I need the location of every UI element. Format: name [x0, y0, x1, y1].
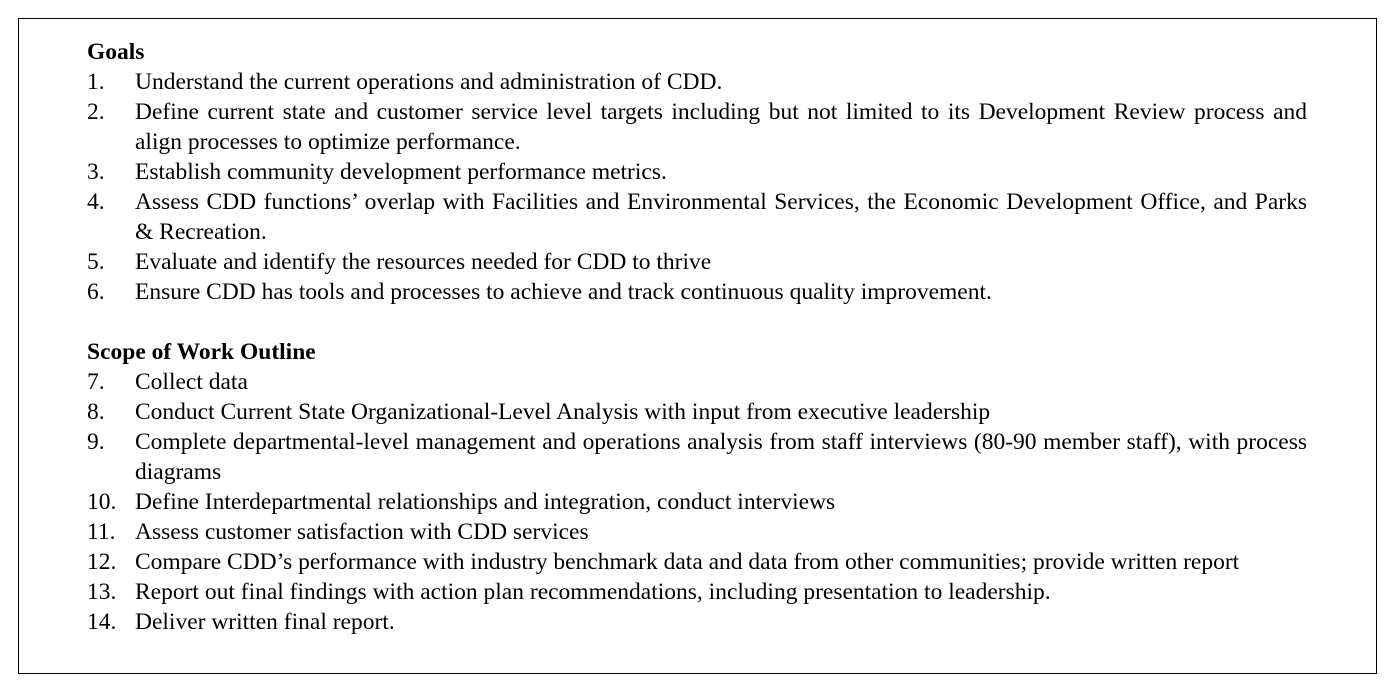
- document-content: [87, 37, 1307, 637]
- list-item-number: 9.: [87, 429, 105, 455]
- list-item: [87, 67, 1307, 97]
- list-item: [87, 517, 1307, 547]
- list-item-text: Establish community development performance metrics.: [135, 159, 667, 185]
- list-item-number: 4.: [87, 189, 105, 215]
- list-item-number: 6.: [87, 279, 105, 305]
- list-item-number: 12.: [87, 549, 117, 575]
- list-item-number: 13.: [87, 579, 117, 605]
- list-item-text: Compare CDD’s performance with industry benchmark data and data from other communities; provide written report: [135, 549, 1240, 575]
- scope-heading: Scope of Work Outline: [87, 339, 316, 365]
- list-item: [87, 547, 1307, 577]
- list-item: [87, 277, 1307, 307]
- list-item: [87, 367, 1307, 397]
- list-item-text: Evaluate and identify the resources needed for CDD to thrive: [135, 249, 712, 275]
- scope-list: [87, 367, 1307, 637]
- list-item-number: 10.: [87, 489, 117, 515]
- list-item-number: 5.: [87, 249, 105, 275]
- list-item-text: Define Interdepartmental relationships and integration, conduct interviews: [135, 489, 836, 515]
- list-item-number: 2.: [87, 99, 105, 125]
- list-item-number: 7.: [87, 369, 105, 395]
- list-item-number: 1.: [87, 69, 105, 95]
- section-spacer: [87, 307, 1307, 337]
- list-item: [87, 607, 1307, 637]
- list-item: [87, 187, 1307, 247]
- goals-list: [87, 67, 1307, 307]
- list-item-number: 3.: [87, 159, 105, 185]
- list-item-text: Collect data: [135, 369, 248, 395]
- list-item-text: Complete departmental-level management and operations analysis from staff interviews (80-90 member staff), with process diagrams: [135, 429, 1307, 485]
- list-item-text: Report out final findings with action plan recommendations, including presentation to leadership.: [135, 579, 1051, 605]
- list-item: [87, 577, 1307, 607]
- list-item: [87, 97, 1307, 157]
- list-item-number: 11.: [87, 519, 116, 545]
- list-item: [87, 157, 1307, 187]
- list-item-number: 14.: [87, 609, 117, 635]
- list-item: [87, 487, 1307, 517]
- list-item-text: Conduct Current State Organizational-Level Analysis with input from executive leadership: [135, 399, 991, 425]
- list-item: [87, 427, 1307, 487]
- list-item-text: Deliver written final report.: [135, 609, 395, 635]
- list-item-text: Define current state and customer service level targets including but not limited to its Development Review process and align processes to optimize performance.: [135, 99, 1307, 155]
- list-item-text: Assess CDD functions’ overlap with Facilities and Environmental Services, the Economic Development Office, and Parks & Recreation.: [135, 189, 1307, 245]
- list-item: [87, 247, 1307, 277]
- list-item-text: Understand the current operations and administration of CDD.: [135, 69, 723, 95]
- list-item-text: Assess customer satisfaction with CDD services: [135, 519, 589, 545]
- goals-heading: Goals: [87, 39, 145, 65]
- list-item-text: Ensure CDD has tools and processes to achieve and track continuous quality improvement.: [135, 279, 992, 305]
- list-item-number: 8.: [87, 399, 105, 425]
- list-item: [87, 397, 1307, 427]
